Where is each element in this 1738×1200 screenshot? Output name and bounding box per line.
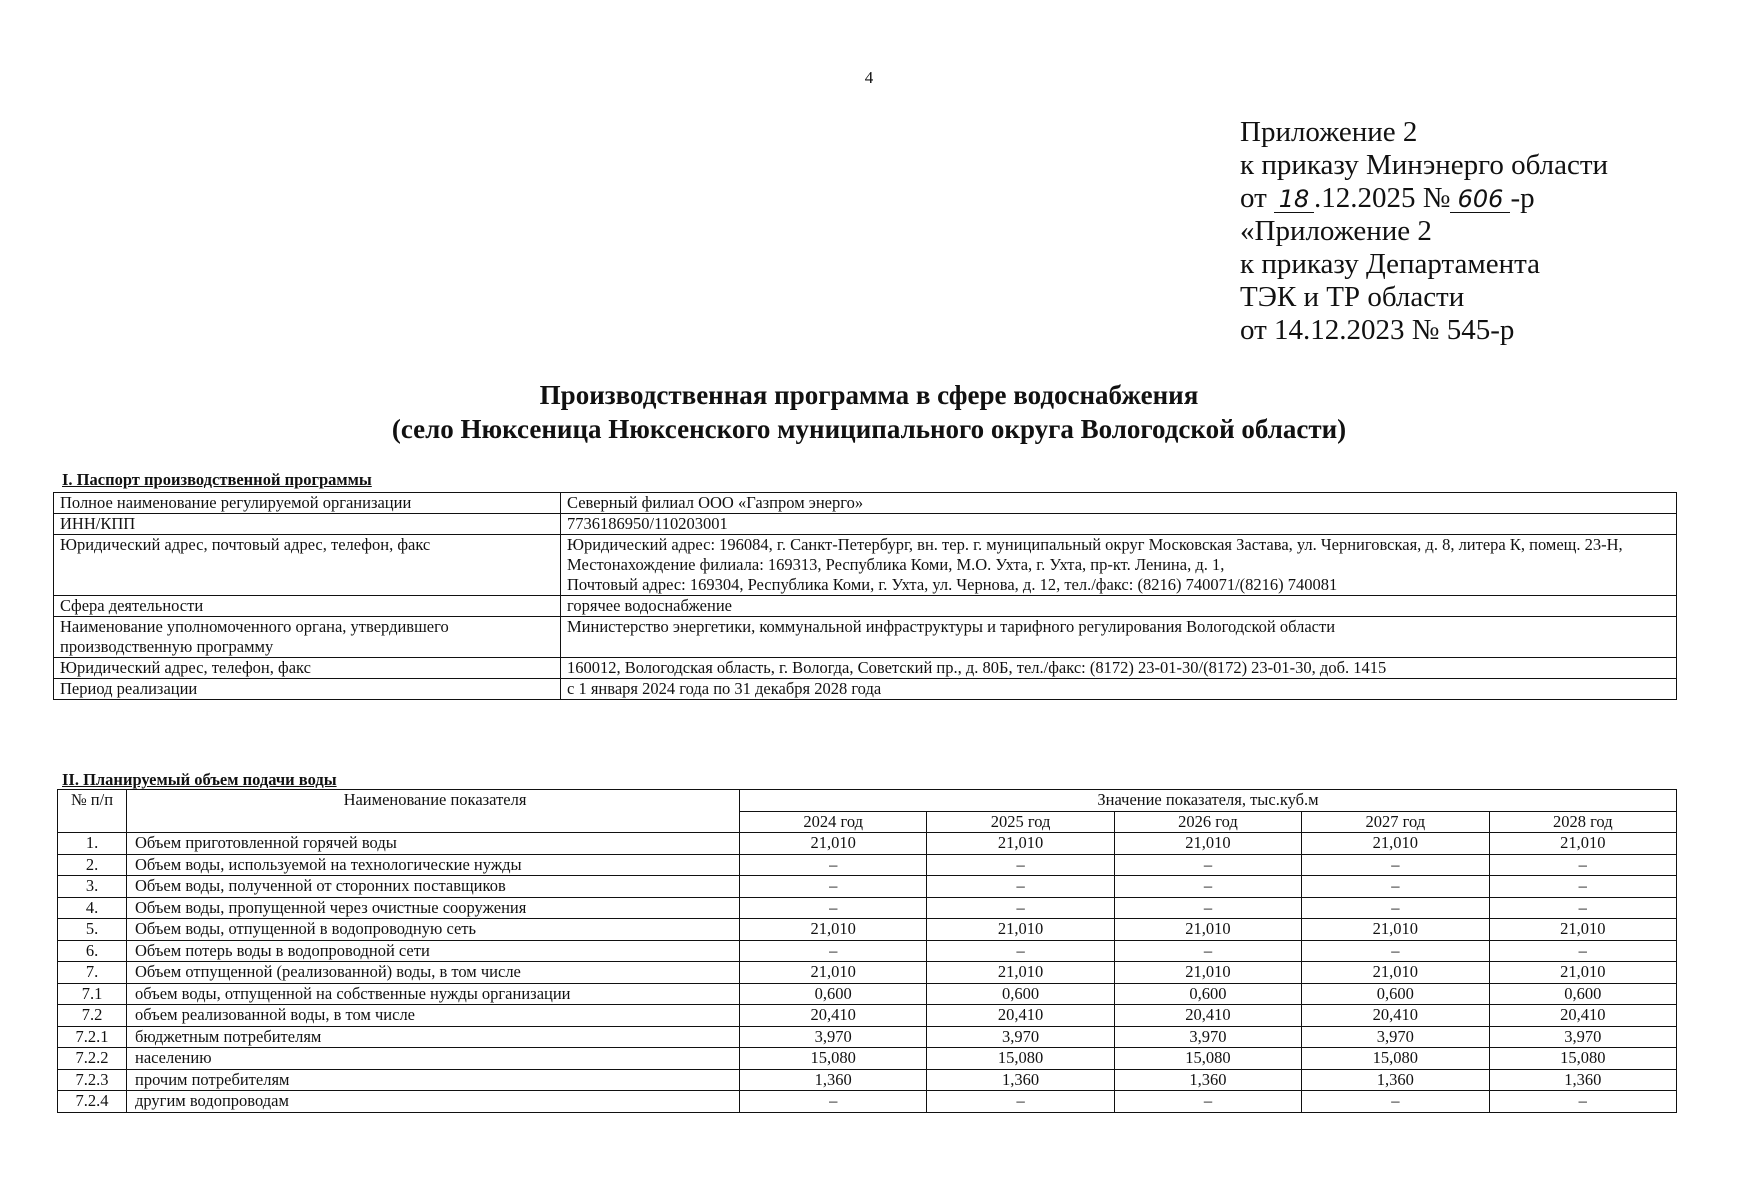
row-value: – <box>1489 1091 1676 1113</box>
row-value: 21,010 <box>1489 962 1676 984</box>
row-value: – <box>1302 876 1489 898</box>
appendix-line-6: ТЭК и ТР области <box>1240 281 1465 313</box>
header-year: 2028 год <box>1489 811 1676 833</box>
row-indicator-name: Объем воды, используемой на технологические нужды <box>127 854 740 876</box>
row-value: – <box>1302 940 1489 962</box>
passport-row <box>54 493 1677 514</box>
row-value: – <box>740 876 927 898</box>
row-value: 0,600 <box>740 983 927 1005</box>
passport-row <box>54 535 1677 596</box>
volume-row <box>58 919 1677 941</box>
passport-value-line: 7736186950/110203001 <box>567 514 728 533</box>
row-indicator-name: объем реализованной воды, в том числе <box>127 1005 740 1027</box>
row-value: – <box>1489 897 1676 919</box>
volume-row <box>58 1005 1677 1027</box>
header-name: Наименование показателя <box>127 790 740 833</box>
row-value: – <box>1489 940 1676 962</box>
document-title <box>0 378 1738 446</box>
passport-label: Период реализации <box>54 679 561 700</box>
passport-value <box>561 493 1677 514</box>
row-value: 21,010 <box>927 833 1114 855</box>
header-year: 2024 год <box>740 811 927 833</box>
row-value: 21,010 <box>1302 962 1489 984</box>
volume-table <box>57 789 1677 1113</box>
row-indicator-name: населению <box>127 1048 740 1070</box>
header-year: 2027 год <box>1302 811 1489 833</box>
row-value: 21,010 <box>1114 919 1301 941</box>
row-indicator-name: прочим потребителям <box>127 1069 740 1091</box>
passport-value <box>561 535 1677 596</box>
row-value: – <box>1114 897 1301 919</box>
row-value: 15,080 <box>740 1048 927 1070</box>
passport-value-line: Министерство энергетики, коммунальной инфраструктуры и тарифного регулирования Вологодской области <box>567 617 1336 636</box>
passport-value-line: 160012, Вологодская область, г. Вологда, Советский пр., д. 80Б, тел./факс: (8172) 23-01-30/(8172) 23-01-30, доб. 1415 <box>567 658 1387 677</box>
row-value: – <box>927 876 1114 898</box>
row-value: – <box>1489 854 1676 876</box>
row-value: 21,010 <box>740 962 927 984</box>
appendix-block <box>1240 116 1608 347</box>
page-number: 4 <box>864 68 874 87</box>
appendix-line-2: к приказу Минэнерго области <box>1240 149 1609 181</box>
row-value: 21,010 <box>1114 833 1301 855</box>
passport-row <box>54 679 1677 700</box>
row-value: – <box>1302 1091 1489 1113</box>
row-value: – <box>927 1091 1114 1113</box>
row-value: 1,360 <box>1114 1069 1301 1091</box>
header-year: 2025 год <box>927 811 1114 833</box>
title-line-1: Производственная программа в сфере водоснабжения <box>539 380 1199 410</box>
passport-value-line: горячее водоснабжение <box>567 596 732 615</box>
row-value: 3,970 <box>740 1026 927 1048</box>
row-number: 1. <box>58 833 127 855</box>
row-value: 21,010 <box>927 919 1114 941</box>
appendix-line-7: от 14.12.2023 № 545-р <box>1240 314 1515 346</box>
row-value: – <box>1302 897 1489 919</box>
passport-value-line: с 1 января 2024 года по 31 декабря 2028 года <box>567 679 882 698</box>
row-value: 0,600 <box>1489 983 1676 1005</box>
volume-row <box>58 940 1677 962</box>
volume-row <box>58 1069 1677 1091</box>
passport-label: Юридический адрес, почтовый адрес, телефон, факс <box>54 535 561 596</box>
row-indicator-name: бюджетным потребителям <box>127 1026 740 1048</box>
row-number: 3. <box>58 876 127 898</box>
passport-value <box>561 679 1677 700</box>
passport-label: Полное наименование регулируемой организации <box>54 493 561 514</box>
row-number: 7.2.4 <box>58 1091 127 1113</box>
row-value: 21,010 <box>1302 919 1489 941</box>
row-value: 0,600 <box>1302 983 1489 1005</box>
volume-row <box>58 897 1677 919</box>
row-value: 0,600 <box>1114 983 1301 1005</box>
row-value: – <box>740 940 927 962</box>
passport-label: Наименование уполномоченного органа, утвердившего производственную программу <box>54 617 561 658</box>
row-value: – <box>1114 1091 1301 1113</box>
row-number: 2. <box>58 854 127 876</box>
appendix-line-3 <box>1240 182 1608 215</box>
passport-row <box>54 514 1677 535</box>
volume-row <box>58 1048 1677 1070</box>
header-group: Значение показателя, тыс.куб.м <box>740 790 1677 812</box>
row-value: 21,010 <box>1489 833 1676 855</box>
row-value: 21,010 <box>1114 962 1301 984</box>
passport-label: Сфера деятельности <box>54 596 561 617</box>
row-value: 3,970 <box>927 1026 1114 1048</box>
row-number: 4. <box>58 897 127 919</box>
row-value: – <box>1114 854 1301 876</box>
row-value: 1,360 <box>740 1069 927 1091</box>
passport-row <box>54 658 1677 679</box>
row-indicator-name: объем воды, отпущенной на собственные нужды организации <box>127 983 740 1005</box>
passport-label: ИНН/КПП <box>54 514 561 535</box>
appendix-line-4: «Приложение 2 <box>1240 215 1432 247</box>
row-value: 15,080 <box>1489 1048 1676 1070</box>
handwritten-day: 18 <box>1274 186 1314 213</box>
passport-value-line: Почтовый адрес: 169304, Республика Коми, г. Ухта, ул. Чернова, д. 12, тел./факс: (8216) 740071/(8216) 740081 <box>567 575 1338 594</box>
appendix-date-suffix: -р <box>1510 182 1535 214</box>
title-line-2: (село Нюксеница Нюксенского муниципального округа Вологодской области) <box>391 414 1347 444</box>
passport-row <box>54 596 1677 617</box>
row-indicator-name: Объем воды, отпущенной в водопроводную сеть <box>127 919 740 941</box>
handwritten-order-number: 606 <box>1450 186 1510 213</box>
row-value: 3,970 <box>1302 1026 1489 1048</box>
row-value: 15,080 <box>927 1048 1114 1070</box>
row-indicator-name: Объем отпущенной (реализованной) воды, в том числе <box>127 962 740 984</box>
section-1-heading: I. Паспорт производственной программы <box>62 470 372 489</box>
volume-row <box>58 854 1677 876</box>
row-indicator-name: Объем воды, полученной от сторонних поставщиков <box>127 876 740 898</box>
row-indicator-name: Объем приготовленной горячей воды <box>127 833 740 855</box>
volume-row <box>58 983 1677 1005</box>
row-indicator-name: другим водопроводам <box>127 1091 740 1113</box>
row-value: 3,970 <box>1114 1026 1301 1048</box>
row-number: 6. <box>58 940 127 962</box>
volume-row <box>58 833 1677 855</box>
row-value: – <box>1489 876 1676 898</box>
volume-row <box>58 1091 1677 1113</box>
row-value: 20,410 <box>740 1005 927 1027</box>
row-value: 20,410 <box>1114 1005 1301 1027</box>
row-value: – <box>927 940 1114 962</box>
row-number: 5. <box>58 919 127 941</box>
volume-header-row <box>58 790 1677 812</box>
row-value: 21,010 <box>927 962 1114 984</box>
row-value: – <box>1114 940 1301 962</box>
row-number: 7.2 <box>58 1005 127 1027</box>
volume-row <box>58 1026 1677 1048</box>
passport-value <box>561 596 1677 617</box>
passport-row <box>54 617 1677 658</box>
row-value: 21,010 <box>1489 919 1676 941</box>
row-number: 7.2.1 <box>58 1026 127 1048</box>
passport-value <box>561 658 1677 679</box>
section-2-heading: II. Планируемый объем подачи воды <box>62 770 337 789</box>
passport-value-line: Местонахождение филиала: 169313, Республика Коми, М.О. Ухта, г. Ухта, пр-кт. Ленина, д. 1, <box>567 555 1225 574</box>
volume-row <box>58 876 1677 898</box>
row-value: 20,410 <box>1489 1005 1676 1027</box>
row-value: – <box>740 854 927 876</box>
appendix-line-5: к приказу Департамента <box>1240 248 1541 280</box>
row-value: 20,410 <box>1302 1005 1489 1027</box>
passport-value-line: Юридический адрес: 196084, г. Санкт-Петербург, вн. тер. г. муниципальный округ Московская Застава, ул. Черниговская, д. 8, литера К, помещ. 23-Н, <box>567 535 1623 554</box>
row-value: 1,360 <box>1489 1069 1676 1091</box>
row-value: 1,360 <box>1302 1069 1489 1091</box>
passport-value <box>561 617 1677 658</box>
volume-row <box>58 962 1677 984</box>
header-year: 2026 год <box>1114 811 1301 833</box>
row-number: 7.1 <box>58 983 127 1005</box>
row-value: 20,410 <box>927 1005 1114 1027</box>
appendix-date-prefix: от <box>1240 182 1267 214</box>
row-value: – <box>1114 876 1301 898</box>
passport-table <box>53 492 1677 700</box>
passport-label: Юридический адрес, телефон, факс <box>54 658 561 679</box>
row-value: 3,970 <box>1489 1026 1676 1048</box>
appendix-line-1: Приложение 2 <box>1240 116 1418 148</box>
row-value: – <box>740 897 927 919</box>
row-value: 21,010 <box>740 919 927 941</box>
passport-value-line: Северный филиал ООО «Газпром энерго» <box>567 493 864 512</box>
row-value: – <box>740 1091 927 1113</box>
row-number: 7. <box>58 962 127 984</box>
appendix-date-middle: .12.2025 № <box>1314 182 1451 214</box>
row-number: 7.2.2 <box>58 1048 127 1070</box>
header-num: № п/п <box>58 790 127 833</box>
row-value: – <box>927 854 1114 876</box>
row-value: 0,600 <box>927 983 1114 1005</box>
row-value: 21,010 <box>1302 833 1489 855</box>
row-number: 7.2.3 <box>58 1069 127 1091</box>
row-indicator-name: Объем воды, пропущенной через очистные сооружения <box>127 897 740 919</box>
row-value: 21,010 <box>740 833 927 855</box>
passport-value <box>561 514 1677 535</box>
row-value: – <box>1302 854 1489 876</box>
row-value: 1,360 <box>927 1069 1114 1091</box>
row-value: 15,080 <box>1302 1048 1489 1070</box>
row-value: – <box>927 897 1114 919</box>
row-value: 15,080 <box>1114 1048 1301 1070</box>
row-indicator-name: Объем потерь воды в водопроводной сети <box>127 940 740 962</box>
